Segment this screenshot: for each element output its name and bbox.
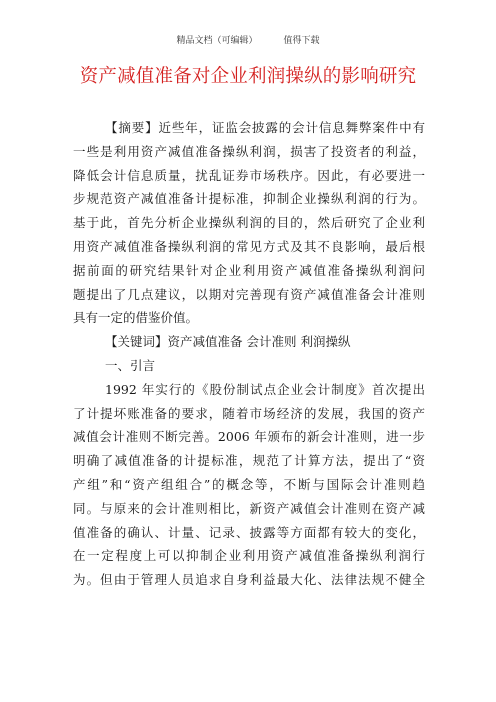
abstract-line: 具有一定的借鉴价值。 bbox=[73, 310, 199, 326]
abstract-line: 基于此，首先分析企业操纵利润的目的，然后研究了企业利 bbox=[73, 215, 425, 231]
abstract-line: 降低会计信息质量，扰乱证券市场秩序。因此，有必要进一 bbox=[73, 167, 425, 183]
intro-line: 为。但由于管理人员追求自身利益最大化、法律法规不健全 bbox=[73, 572, 425, 588]
abstract-line: 用资产减值准备操纵利润的常见方式及其不良影响，最后根 bbox=[73, 238, 425, 254]
abstract-line: 步规范资产减值准备计提标准，抑制企业操纵利润的行为。 bbox=[73, 191, 425, 207]
document-body bbox=[73, 116, 425, 592]
intro-line: 了计提坏账准备的要求，随着市场经济的发展，我国的资产 bbox=[73, 405, 425, 421]
abstract-line: 【摘要】近些年，证监会披露的会计信息舞弊案件中有 bbox=[105, 120, 425, 135]
intro-line: 值准备的确认、计量、记录、披露等方面都有较大的变化， bbox=[73, 524, 425, 540]
header-left-text: 精品文档（可编辑） bbox=[176, 36, 258, 46]
intro-line: 同。与原来的会计准则相比，新资产减值会计准则在资产减 bbox=[73, 500, 425, 516]
abstract-line: 题提出了几点建议，以期对完善现有资产减值准备会计准则 bbox=[73, 286, 425, 302]
page-header bbox=[0, 33, 496, 46]
header-right-text: 值得下载 bbox=[283, 36, 320, 46]
document-title: 资产减值准备对企业利润操纵的影响研究 bbox=[79, 66, 417, 87]
intro-line: 减值会计准则不断完善。2006 年颁布的新会计准则，进一步 bbox=[73, 429, 425, 445]
abstract-line: 一些是利用资产减值准备操纵利润，损害了投资者的利益， bbox=[73, 143, 425, 159]
section-heading: 一、引言 bbox=[105, 357, 156, 373]
keywords-line: 【关键词】资产减值准备 会计准则 利润操纵 bbox=[105, 334, 351, 350]
intro-line: 明确了减值准备的计提标准，规范了计算方法，提出了“资 bbox=[73, 453, 425, 469]
intro-line: 1992 年实行的《股份制试点企业会计制度》首次提出 bbox=[105, 381, 425, 397]
intro-line: 在一定程度上可以抑制企业利用资产减值准备操纵利润行 bbox=[73, 548, 425, 564]
intro-line: 产组”和“资产组组合”的概念等，不断与国际会计准则趋 bbox=[73, 476, 425, 492]
abstract-line: 据前面的研究结果针对企业利用资产减值准备操纵利润问 bbox=[73, 262, 425, 278]
